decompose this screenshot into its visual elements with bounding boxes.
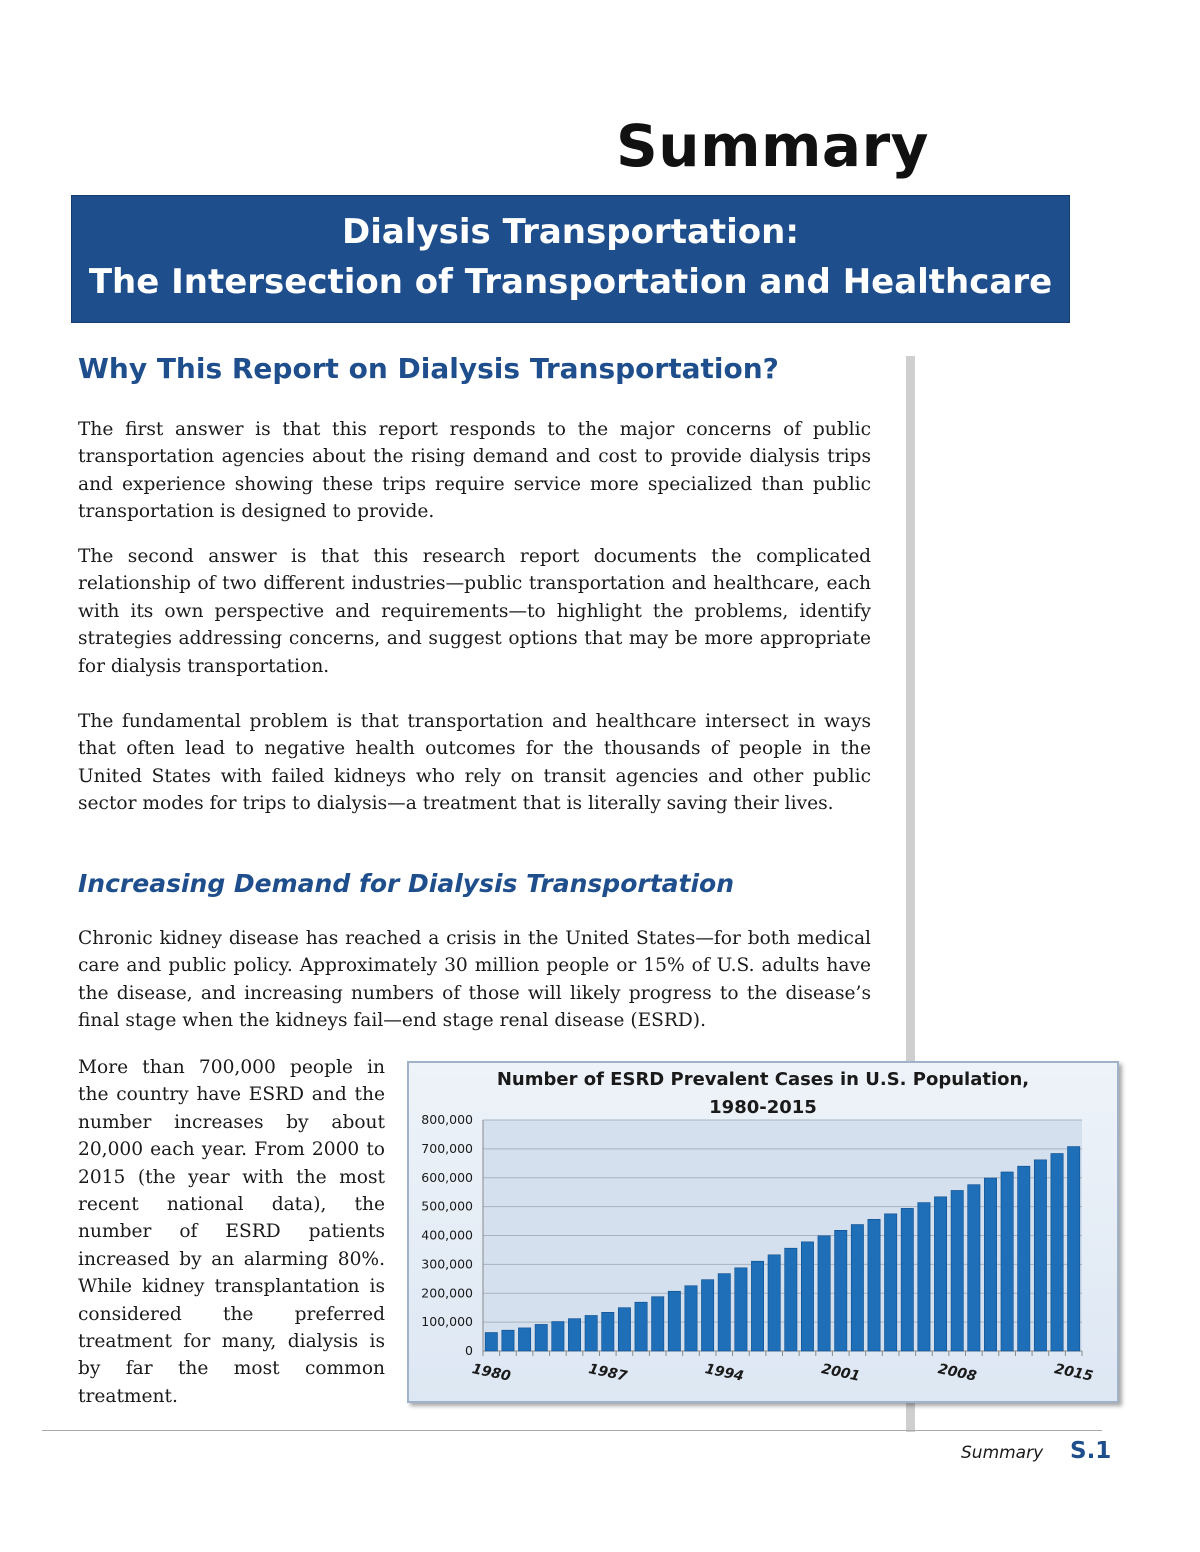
bar-2006 <box>918 1203 930 1351</box>
bar-2001 <box>835 1230 847 1351</box>
bar-2007 <box>934 1197 946 1351</box>
paragraph-4: Chronic kidney disease has reached a crisis in the United States—for both medical care and public policy. Approximately 30 million people or 15% of U.S. adults have the disease, and increasing numbers of those will likely progress to the disease’s final stage when the kidneys fail—end stage renal disease (ESRD). <box>78 928 871 1032</box>
footer-section-label: Summary <box>961 1443 1044 1463</box>
bar-2008 <box>951 1190 963 1351</box>
y-tick-label: 500,000 <box>421 1198 473 1214</box>
bar-1989 <box>635 1302 647 1351</box>
bar-1986 <box>585 1315 597 1351</box>
x-tick-label: 2008 <box>936 1361 978 1385</box>
y-tick-label: 300,000 <box>421 1256 473 1272</box>
x-tick-label: 1987 <box>587 1361 629 1385</box>
bar-2015 <box>1068 1147 1080 1351</box>
footer-rule <box>42 1430 1102 1431</box>
bar-2010 <box>984 1178 996 1351</box>
y-tick-label: 0 <box>465 1343 473 1358</box>
bar-2011 <box>1001 1172 1013 1351</box>
bar-1988 <box>618 1308 630 1351</box>
banner-title-line-2: The Intersection of Transportation and Healthcare <box>88 262 1053 302</box>
chart-title-line-2: 1980-2015 <box>709 1097 817 1118</box>
bar-1997 <box>768 1255 780 1351</box>
bar-2012 <box>1018 1166 1030 1351</box>
bar-2003 <box>868 1219 880 1351</box>
bar-2002 <box>851 1225 863 1351</box>
x-tick-label: 1980 <box>470 1361 513 1385</box>
y-tick-label: 600,000 <box>421 1169 473 1185</box>
y-tick-label: 700,000 <box>421 1140 473 1156</box>
y-tick-label: 200,000 <box>421 1285 473 1301</box>
bar-1984 <box>552 1322 564 1351</box>
page-number: S.1 <box>1070 1438 1112 1464</box>
bar-1981 <box>502 1330 514 1351</box>
bar-1985 <box>568 1319 580 1351</box>
x-tick-label: 2015 <box>1052 1361 1095 1385</box>
bar-2000 <box>818 1236 830 1351</box>
bar-2009 <box>968 1185 980 1351</box>
bar-1983 <box>535 1324 547 1351</box>
bar-1980 <box>485 1333 497 1351</box>
bar-1992 <box>685 1286 697 1351</box>
banner-title-line-1: Dialysis Transportation: <box>342 212 799 252</box>
paragraph-5: More than 700,000 people in the country have ESRD and the number increases by about 20,000 each year. From 2000 to 2015 (the year with the most recent national data), the number of ESRD patients increased by an alarming 80%. While kidney transplantation is considered the preferred treatment for many, dialysis is by far the most common treatment. <box>78 1057 385 1407</box>
bar-1995 <box>735 1268 747 1351</box>
bar-2013 <box>1034 1160 1046 1351</box>
paragraph-3: The fundamental problem is that transportation and healthcare intersect in ways that often lead to negative health outcomes for the thousands of people in the United States with failed kidneys who rely on transit agencies and other public sector modes for trips to dialysis—a treatment that is literally saving their lives. <box>78 711 871 815</box>
x-tick-label: 1994 <box>703 1361 746 1385</box>
bar-1993 <box>701 1280 713 1351</box>
bar-1990 <box>652 1297 664 1351</box>
bar-2005 <box>901 1208 913 1351</box>
chart-title-line-1: Number of ESRD Prevalent Cases in U.S. Population, <box>496 1069 1030 1090</box>
x-tick-label: 2001 <box>819 1361 862 1385</box>
paragraph-1: The first answer is that this report responds to the major concerns of public transportation agencies about the rising demand and cost to provide dialysis trips and experience showing these trips require service more specialized than public transportation is designed to provide. <box>78 419 871 523</box>
y-tick-label: 800,000 <box>421 1112 473 1127</box>
subsection-heading: Increasing Demand for Dialysis Transportation <box>78 869 735 898</box>
bar-1999 <box>801 1242 813 1351</box>
paragraph-2: The second answer is that this research report documents the complicated relationship of two different industries—public transportation and healthcare, each with its own perspective and requirements—to highlight the problems, identify strategies addressing concerns, and suggest options that may be more appropriate for dialysis transportation. <box>78 546 871 677</box>
y-tick-label: 400,000 <box>421 1227 473 1243</box>
section-heading: Why This Report on Dialysis Transportation? <box>78 352 779 385</box>
bar-1987 <box>602 1312 614 1351</box>
bar-1996 <box>751 1261 763 1351</box>
bar-2004 <box>885 1214 897 1351</box>
bar-2014 <box>1051 1154 1063 1352</box>
bar-1998 <box>785 1248 797 1351</box>
y-tick-label: 100,000 <box>421 1314 473 1330</box>
bar-1994 <box>718 1274 730 1351</box>
bar-1982 <box>518 1328 530 1351</box>
title-banner <box>71 195 1070 323</box>
page-title: Summary <box>616 112 929 180</box>
bar-1991 <box>668 1291 680 1351</box>
